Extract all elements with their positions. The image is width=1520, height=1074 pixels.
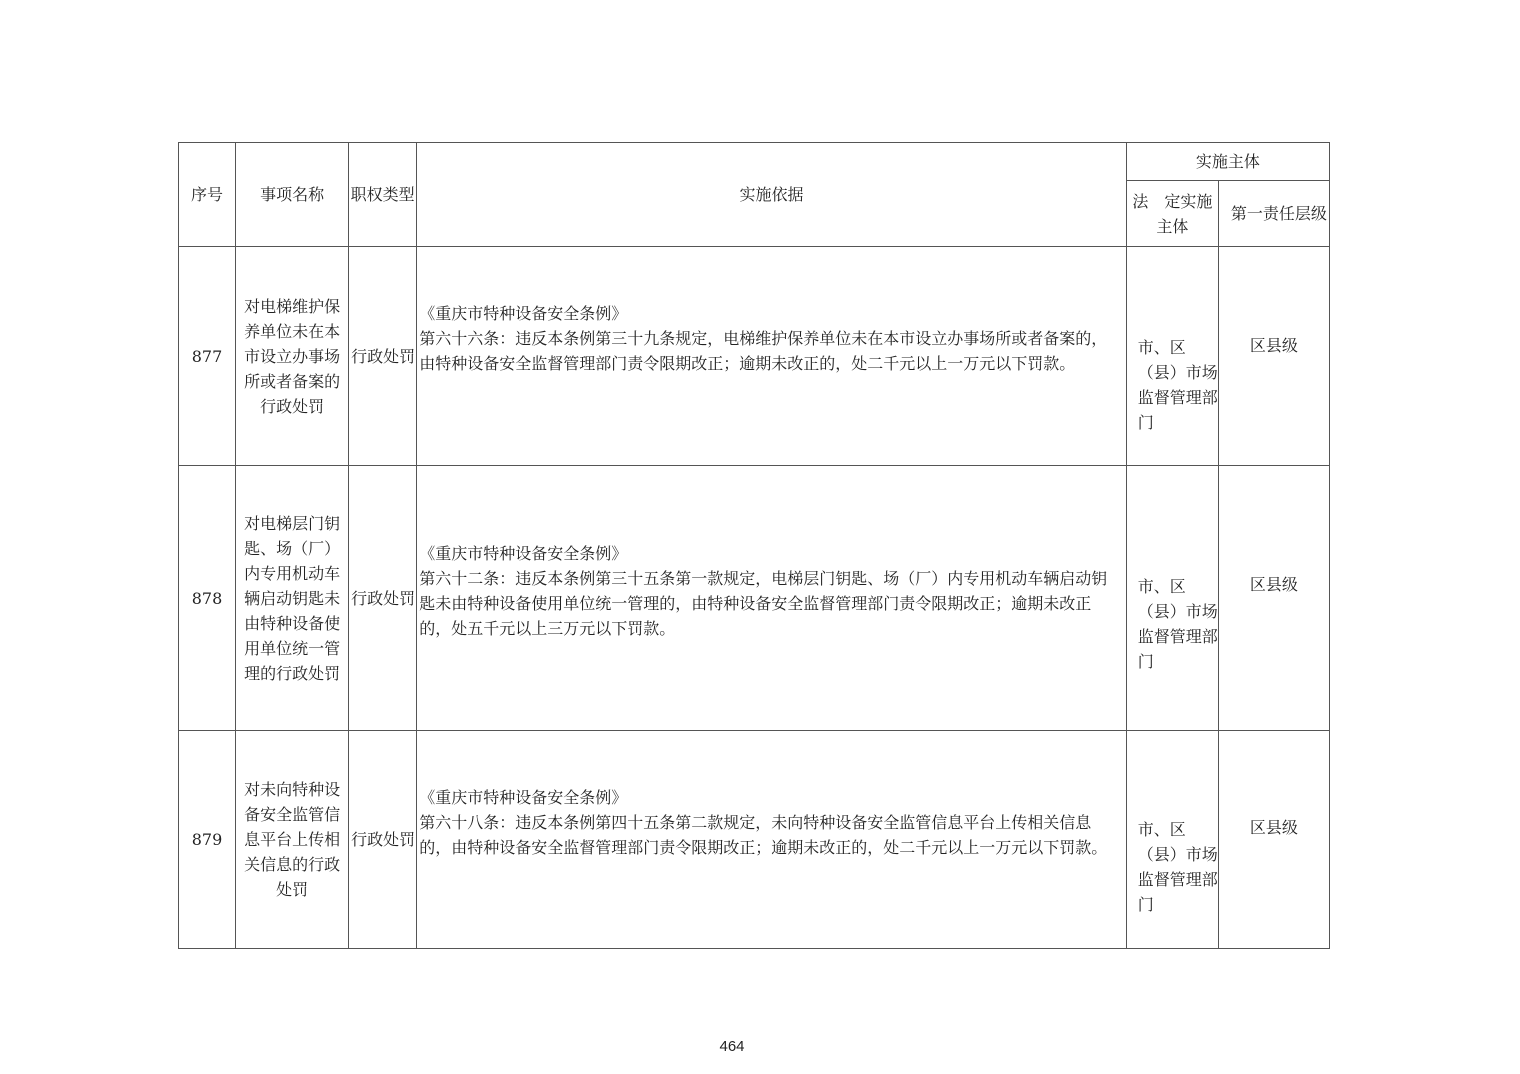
row-power-type: 行政处罚	[349, 731, 417, 949]
header-seq: 序号	[179, 143, 236, 247]
header-item-name: 事项名称	[236, 143, 349, 247]
table-row	[179, 466, 1330, 731]
row-power-type: 行政处罚	[349, 466, 417, 731]
header-subject-group: 实施主体	[1126, 143, 1329, 181]
row-legal-subject: 市、区（县）市场监督管理部门	[1126, 466, 1218, 731]
law-clause: 第六十二条：违反本条例第三十五条第一款规定，电梯层门钥匙、场（厂）内专用机动车辆启动钥匙未由特种设备使用单位统一管理的，由特种设备安全监督管理部门责令限期改正；逾期未改正的，处五千元以上三万元以下罚款。	[419, 569, 1108, 638]
row-item-name: 对未向特种设备安全监管信息平台上传相关信息的行政处罚	[236, 731, 349, 949]
page-number: 464	[719, 1038, 745, 1055]
row-basis	[417, 466, 1127, 731]
header-power-type: 职权类型	[349, 143, 417, 247]
row-power-type: 行政处罚	[349, 247, 417, 466]
row-seq: 877	[179, 247, 236, 466]
row-legal-subject: 市、区（县）市场监督管理部门	[1126, 247, 1218, 466]
header-basis: 实施依据	[417, 143, 1127, 247]
row-first-level: 区县级	[1218, 247, 1329, 466]
row-basis	[417, 731, 1127, 949]
row-first-level: 区县级	[1218, 731, 1329, 949]
law-clause: 第六十六条：违反本条例第三十九条规定，电梯维护保养单位未在本市设立办事场所或者备案的，由特种设备安全监督管理部门责令限期改正；逾期未改正的，处二千元以上一万元以下罚款。	[419, 329, 1108, 373]
enforcement-items-table	[178, 142, 1330, 949]
law-title: 《重庆市特种设备安全条例》	[419, 544, 628, 563]
law-title: 《重庆市特种设备安全条例》	[419, 304, 628, 323]
row-seq: 878	[179, 466, 236, 731]
law-clause: 第六十八条：违反本条例第四十五条第二款规定，未向特种设备安全监管信息平台上传相关信息的，由特种设备安全监督管理部门责令限期改正；逾期未改正的，处二千元以上一万元以下罚款。	[419, 813, 1108, 857]
row-item-name: 对电梯维护保养单位未在本市设立办事场所或者备案的行政处罚	[236, 247, 349, 466]
table-row	[179, 247, 1330, 466]
row-first-level: 区县级	[1218, 466, 1329, 731]
row-seq: 879	[179, 731, 236, 949]
row-item-name: 对电梯层门钥匙、场（厂）内专用机动车辆启动钥匙未由特种设备使用单位统一管理的行政处罚	[236, 466, 349, 731]
law-title: 《重庆市特种设备安全条例》	[419, 788, 628, 807]
row-basis	[417, 247, 1127, 466]
header-row-top	[179, 143, 1330, 181]
header-legal-subject: 法 定实施主体	[1126, 181, 1218, 247]
header-first-level: 第一责任层级	[1218, 181, 1329, 247]
row-legal-subject: 市、区（县）市场监督管理部门	[1126, 731, 1218, 949]
table-row	[179, 731, 1330, 949]
